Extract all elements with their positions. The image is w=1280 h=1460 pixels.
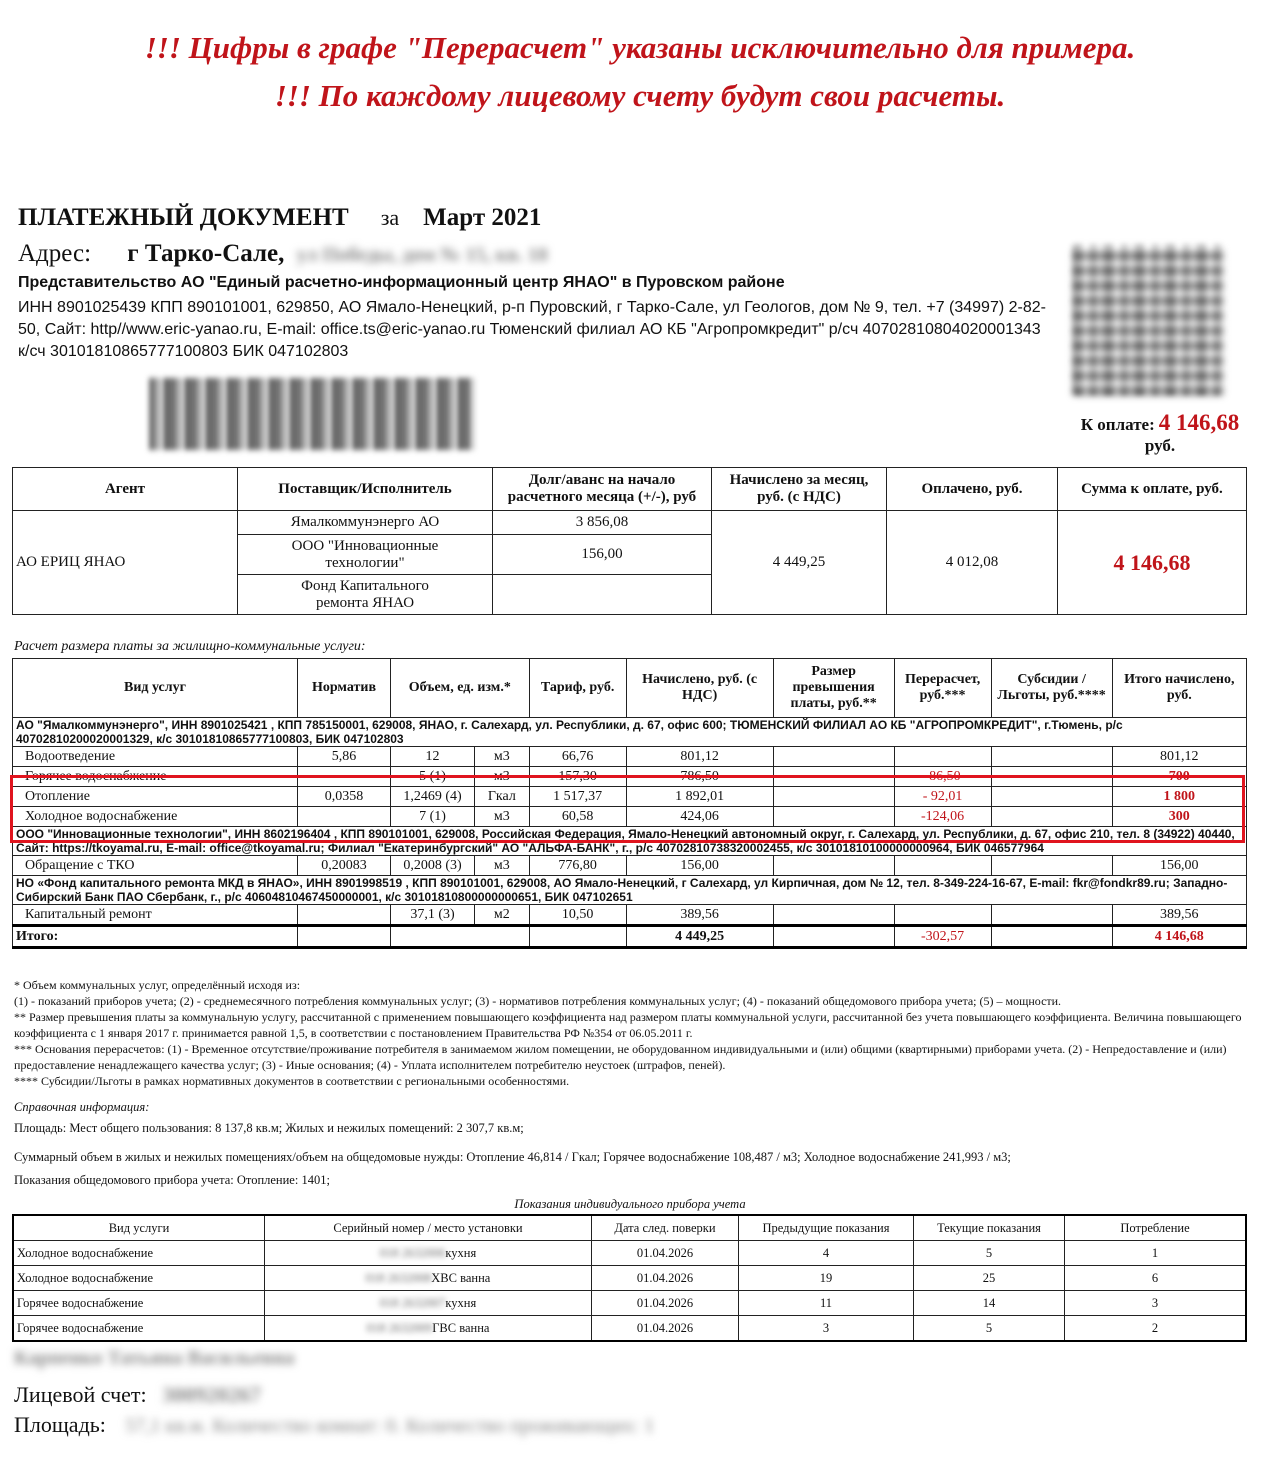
meter-serial: 018 2632006: [379, 1245, 446, 1260]
meter-serial: 018 2632008: [365, 1270, 432, 1285]
excess-cell: [773, 807, 894, 827]
meter-date: 01.04.2026: [592, 1266, 739, 1291]
warning-line-1: !!! Цифры в графе "Перерасчет" указаны исключительно для примера.: [144, 30, 1136, 65]
unit-cell: м2: [475, 905, 530, 926]
summary-header: Долг/аванс на начало расчетного месяца (+/-), руб: [493, 468, 712, 511]
total-cell: 700: [1112, 767, 1246, 787]
meter-prev: 11: [739, 1291, 914, 1316]
meter-serial-cell: [265, 1316, 592, 1342]
calc-header: Вид услуг: [13, 659, 298, 718]
supplier-name: Ямалкоммунэнерго АО: [238, 511, 493, 535]
service-cell: Отопление: [13, 787, 298, 807]
supplier-debt: [493, 575, 712, 615]
barcode: [150, 378, 473, 450]
meters-rows: [13, 1241, 1246, 1342]
service-cell: Горячее водоснабжение: [13, 767, 298, 787]
to-pay-currency: руб.: [1144, 436, 1176, 455]
calc-row: [13, 787, 1247, 807]
meter-place: ГВС ванна: [432, 1320, 490, 1335]
subsidy-cell: [991, 856, 1112, 876]
tariff-cell: 776,80: [529, 856, 626, 876]
calc-header: Объем, ед. изм.*: [391, 659, 530, 718]
summary-header-row: [13, 468, 1247, 511]
volume-cell: 37,1 (3): [391, 905, 475, 926]
calc-rows-group-3: [13, 905, 1247, 926]
subsidy-cell: [991, 767, 1112, 787]
excess-cell: [773, 905, 894, 926]
meter-serial: 018 2632009: [366, 1320, 433, 1335]
meter-prev: 4: [739, 1241, 914, 1266]
calc-row: [13, 807, 1247, 827]
za-label: за: [380, 205, 400, 230]
tariff-cell: 10,50: [529, 905, 626, 926]
meter-usage: 3: [1065, 1291, 1247, 1316]
meter-prev: 19: [739, 1266, 914, 1291]
org-requisites: ИНН 8901025439 КПП 890101001, 629850, АО Ямало-Ненецкий, р-п Пуровский, г Тарко-Сале, ул Геологов, дом № 9, тел. +7 (34997) 2-82-50, Сайт: http//www.eric-yanao.ru, E-mail: office.ts@eric-yanao.ru Тюменский филиал АО КБ "Агропромкредит" р/сч 40702810804020001343 к/сч 30101810865777100803 БИК 047102803: [18, 299, 1046, 360]
service-cell: Обращение с ТКО: [13, 856, 298, 876]
address: [18, 240, 548, 268]
total-cell: 1 800: [1112, 787, 1246, 807]
tariff-cell: 66,76: [529, 747, 626, 767]
norm-cell: [298, 767, 391, 787]
period: Март 2021: [423, 204, 542, 231]
recalc-cell: -86,50: [894, 767, 991, 787]
meters-header: Предыдущие показания: [739, 1215, 914, 1241]
supplier-debt: 156,00: [493, 535, 712, 575]
meter-service: Холодное водоснабжение: [13, 1241, 265, 1266]
unit-cell: м3: [475, 807, 530, 827]
calc-header: Перерасчет, руб.***: [894, 659, 991, 718]
meters-header: Вид услуги: [13, 1215, 265, 1241]
empty-cell: [991, 926, 1112, 948]
meter-usage: 1: [1065, 1241, 1247, 1266]
address-street: ул Победы, дом № 15, кв. 18: [296, 244, 548, 266]
to-pay-block: [1060, 410, 1260, 456]
account-label: Лицевой счет:: [14, 1382, 147, 1407]
meters-header: Серийный номер / место установки: [265, 1215, 592, 1241]
service-cell: Водоотведение: [13, 747, 298, 767]
total-cell: 156,00: [1112, 856, 1246, 876]
reference-meter: Показания общедомового прибора учета: Отопление: 1401;: [14, 1173, 330, 1187]
meters-header: Текущие показания: [914, 1215, 1065, 1241]
document-title: [18, 204, 541, 232]
area-label: Площадь:: [14, 1412, 106, 1437]
meter-usage: 2: [1065, 1316, 1247, 1342]
summary-header: Агент: [13, 468, 238, 511]
calc-header: Итого начислено, руб.: [1112, 659, 1246, 718]
subsidy-cell: [991, 787, 1112, 807]
calc-row: [13, 767, 1247, 787]
agent-cell: АО ЕРИЦ ЯНАО: [13, 511, 238, 615]
unit-cell: м3: [475, 767, 530, 787]
accrued-cell: 801,12: [626, 747, 773, 767]
account: [14, 1382, 261, 1408]
meter-curr: 5: [914, 1316, 1065, 1342]
meter-curr: 5: [914, 1241, 1065, 1266]
accrued-cell: 156,00: [626, 856, 773, 876]
accrued-cell: 786,50: [626, 767, 773, 787]
meters-header-row: [13, 1215, 1246, 1241]
excess-cell: [773, 787, 894, 807]
qr-code-overlay: [1073, 245, 1223, 395]
provider-info: АО "Ямалкоммунэнерго", ИНН 8901025421 , КПП 785150001, 629008, ЯНАО, г. Салехард, ул. Республики, д. 67, офис 600; ТЮМЕНСКИЙ ФИЛИАЛ АО КБ "АГРОПРОМКРЕДИТ", г.Тюмень, р/с 40702810200020001329, к/с 30101810865777100803, БИК 047102803: [13, 718, 1247, 747]
calc-header: Начислено, руб. (с НДС): [626, 659, 773, 718]
footnote: (1) - показаний приборов учета; (2) - среднемесячного потребления коммунальных услуг; (3) - нормативов потребления коммунальных услуг; (4) - показаний общедомового прибора учета; (5) – мощности.: [14, 994, 1062, 1008]
subsidy-cell: [991, 807, 1112, 827]
total-sum: 4 146,68: [1112, 926, 1246, 948]
area-value: 57,1 кв.м. Количество комнат: 0. Количество проживающих: 1: [125, 1415, 655, 1437]
reference-volume: Суммарный объем в жилых и нежилых помещениях/объем на общедомовые нужды: Отопление 46,814 / Гкал; Горячее водоснабжение 108,487 / м3; Холодное водоснабжение 241,993 / м3;: [14, 1150, 1011, 1164]
empty-cell: [773, 926, 894, 948]
excess-cell: [773, 767, 894, 787]
footnote: *** Основания перерасчетов: (1) - Временное отсутствие/проживание потребителя в занимаемом жилом помещении, не оборудованном индивидуальными и (или) общими (квартирными) приборами учета. (2) - Непредоставление и (или) предоставление ненадлежащего качества услуг; (3) - Иные основания; (4) - Уплата исполнителем потребителю неустоек (штрафов, пеней).: [14, 1042, 1227, 1072]
norm-cell: 0,0358: [298, 787, 391, 807]
summary-row: [13, 511, 1247, 535]
volume-cell: 5 (1): [391, 767, 475, 787]
recalc-cell: [894, 747, 991, 767]
meter-row: [13, 1316, 1246, 1342]
volume-cell: 0,2008 (3): [391, 856, 475, 876]
calc-caption: Расчет размера платы за жилищно-коммунальные услуги:: [14, 639, 366, 654]
meter-date: 01.04.2026: [592, 1291, 739, 1316]
summary-header: Поставщик/Исполнитель: [238, 468, 493, 511]
summary-table: [12, 467, 1247, 615]
unit-cell: м3: [475, 856, 530, 876]
warning-line-2: !!! По каждому лицевому счету будут свои расчеты.: [274, 78, 1006, 113]
supplier-name: ООО "Инновационные технологии": [238, 535, 493, 575]
footnote: ** Размер превышения платы за коммунальную услугу, рассчитанной с применением повышающего коэффициента над размером платы коммунальной услуги, рассчитанной без учета повышающего коэффициента. Величина повышающего коэффициента с 1 января 2017 г. принимается равной 1,5, в соответствии с постановлением Правительства РФ №354 от 06.05.2011 г.: [14, 1010, 1242, 1040]
empty-cell: [298, 926, 391, 948]
calc-header: Тариф, руб.: [529, 659, 626, 718]
calc-row: [13, 747, 1247, 767]
address-label: Адрес:: [18, 240, 92, 267]
accrued-cell: 424,06: [626, 807, 773, 827]
calc-rows-group-1: [13, 747, 1247, 827]
total-cell: 389,56: [1112, 905, 1246, 926]
meter-place: кухня: [445, 1295, 477, 1310]
meter-row: [13, 1291, 1246, 1316]
org-name: Представительство АО "Единый расчетно-информационный центр ЯНАО" в Пуровском районе: [18, 274, 785, 291]
service-cell: Капитальный ремонт: [13, 905, 298, 926]
total-recalc: -302,57: [894, 926, 991, 948]
accrued-cell: 389,56: [626, 905, 773, 926]
supplier-debt: 3 856,08: [493, 511, 712, 535]
calc-header-row: [13, 659, 1247, 718]
volume-cell: 7 (1): [391, 807, 475, 827]
norm-cell: 5,86: [298, 747, 391, 767]
summary-header: Сумма к оплате, руб.: [1058, 468, 1247, 511]
recalc-cell: -124,06: [894, 807, 991, 827]
meter-service: Холодное водоснабжение: [13, 1266, 265, 1291]
meters-header: Дата след. поверки: [592, 1215, 739, 1241]
tariff-cell: 60,58: [529, 807, 626, 827]
empty-cell: [529, 926, 626, 948]
empty-cell: [391, 926, 530, 948]
recalc-cell: [894, 856, 991, 876]
supplier-name: Фонд Капитального ремонта ЯНАО: [238, 575, 493, 615]
area: [14, 1412, 654, 1438]
paid-cell: 4 012,08: [887, 511, 1058, 615]
meter-service: Горячее водоснабжение: [13, 1291, 265, 1316]
payer-name: Карпенко Татьяна Васильевна: [14, 1347, 295, 1369]
accrued-cell: 4 449,25: [712, 511, 887, 615]
meter-place: кухня: [445, 1245, 477, 1260]
to-pay-label: К оплате:: [1080, 415, 1155, 434]
total-to-pay-cell: 4 146,68: [1058, 511, 1247, 615]
calc-rows-group-2: [13, 856, 1247, 876]
total-cell: 801,12: [1112, 747, 1246, 767]
accrued-cell: 1 892,01: [626, 787, 773, 807]
tariff-cell: 157,30: [529, 767, 626, 787]
norm-cell: 0,20083: [298, 856, 391, 876]
total-label: Итого:: [13, 926, 298, 948]
meter-place: ХВС ванна: [431, 1270, 491, 1285]
norm-cell: [298, 905, 391, 926]
calc-total-row: [13, 926, 1247, 948]
reference-area: Площадь: Мест общего пользования: 8 137,8 кв.м; Жилых и нежилых помещений: 2 307,7 кв.м;: [14, 1121, 524, 1135]
subsidy-cell: [991, 905, 1112, 926]
total-accrued: 4 449,25: [626, 926, 773, 948]
norm-cell: [298, 807, 391, 827]
meter-serial-cell: [265, 1266, 592, 1291]
meter-curr: 14: [914, 1291, 1065, 1316]
excess-cell: [773, 747, 894, 767]
meters-caption: Показания индивидуального прибора учета: [514, 1197, 746, 1211]
service-cell: Холодное водоснабжение: [13, 807, 298, 827]
summary-header: Оплачено, руб.: [887, 468, 1058, 511]
reference-info: [14, 1100, 1254, 1188]
calc-table: [12, 658, 1247, 949]
provider-row: [13, 876, 1247, 905]
meter-date: 01.04.2026: [592, 1241, 739, 1266]
recalc-cell: [894, 905, 991, 926]
total-cell: 300: [1112, 807, 1246, 827]
subsidy-cell: [991, 747, 1112, 767]
excess-cell: [773, 856, 894, 876]
footnote: * Объем коммунальных услуг, определённый исходя из:: [14, 978, 301, 992]
meter-usage: 6: [1065, 1266, 1247, 1291]
meter-row: [13, 1241, 1246, 1266]
meter-serial-cell: [265, 1241, 592, 1266]
reference-heading: Справочная информация:: [14, 1100, 150, 1114]
unit-cell: Гкал: [475, 787, 530, 807]
summary-header: Начислено за месяц, руб. (с НДС): [712, 468, 887, 511]
calc-row: [13, 905, 1247, 926]
calc-header: Размер превышения платы, руб.**: [773, 659, 894, 718]
volume-cell: 12: [391, 747, 475, 767]
meter-serial: 018 2632007: [379, 1295, 446, 1310]
provider-info: НО «Фонд капитального ремонта МКД в ЯНАО», ИНН 8901998519 , КПП 890101001, 629008, АО Ямало-Ненецкий, г Салехард, ул Кирпичная, дом № 12, тел. 8-349-224-16-67, E-mail: fkr@fondkr89.ru; Западно-Сибирский Банк ПАО Сбербанк, г., р/с 40604810467450000001, к/с 30101810800000000651, БИК 047102651: [13, 876, 1247, 905]
meter-service: Горячее водоснабжение: [13, 1316, 265, 1342]
provider-row: [13, 827, 1247, 856]
to-pay-amount: 4 146,68: [1158, 410, 1240, 435]
recalc-cell: - 92,01: [894, 787, 991, 807]
provider-row: [13, 718, 1247, 747]
meters-table: [12, 1214, 1247, 1342]
meter-row: [13, 1266, 1246, 1291]
volume-cell: 1,2469 (4): [391, 787, 475, 807]
address-city: г Тарко-Сале,: [127, 240, 285, 267]
meter-date: 01.04.2026: [592, 1316, 739, 1342]
meter-prev: 3: [739, 1316, 914, 1342]
meter-curr: 25: [914, 1266, 1065, 1291]
meter-serial-cell: [265, 1291, 592, 1316]
unit-cell: м3: [475, 747, 530, 767]
calc-row: [13, 856, 1247, 876]
calc-header: Субсидии /Льготы, руб.****: [991, 659, 1112, 718]
provider-info: ООО "Инновационные технологии", ИНН 8602196404 , КПП 890101001, 629008, Российская Федерация, Ямало-Ненецкий автономный округ, г. Салехард, ул. Республики, д. 67, офис 210, тел. 8 (34922) 40440, Сайт: https://tkoyamal.ru, E-mail: office@tkoyamal.ru; Филиал "Екатеринбургский" АО "АЛЬФА-БАНК", г., р/с 40702810738320002455, к/с 30101810100000000964, БИК 046577964: [13, 827, 1247, 856]
tariff-cell: 1 517,37: [529, 787, 626, 807]
meters-header: Потребление: [1065, 1215, 1247, 1241]
account-value: 300920267: [162, 1382, 262, 1407]
doc-title-text: ПЛАТЕЖНЫЙ ДОКУМЕНТ: [18, 204, 349, 231]
calc-header: Норматив: [298, 659, 391, 718]
footnote: **** Субсидии/Льготы в рамках нормативных документов в соответствии с региональными особенностями.: [14, 1074, 570, 1088]
footnotes: [14, 977, 1254, 1089]
